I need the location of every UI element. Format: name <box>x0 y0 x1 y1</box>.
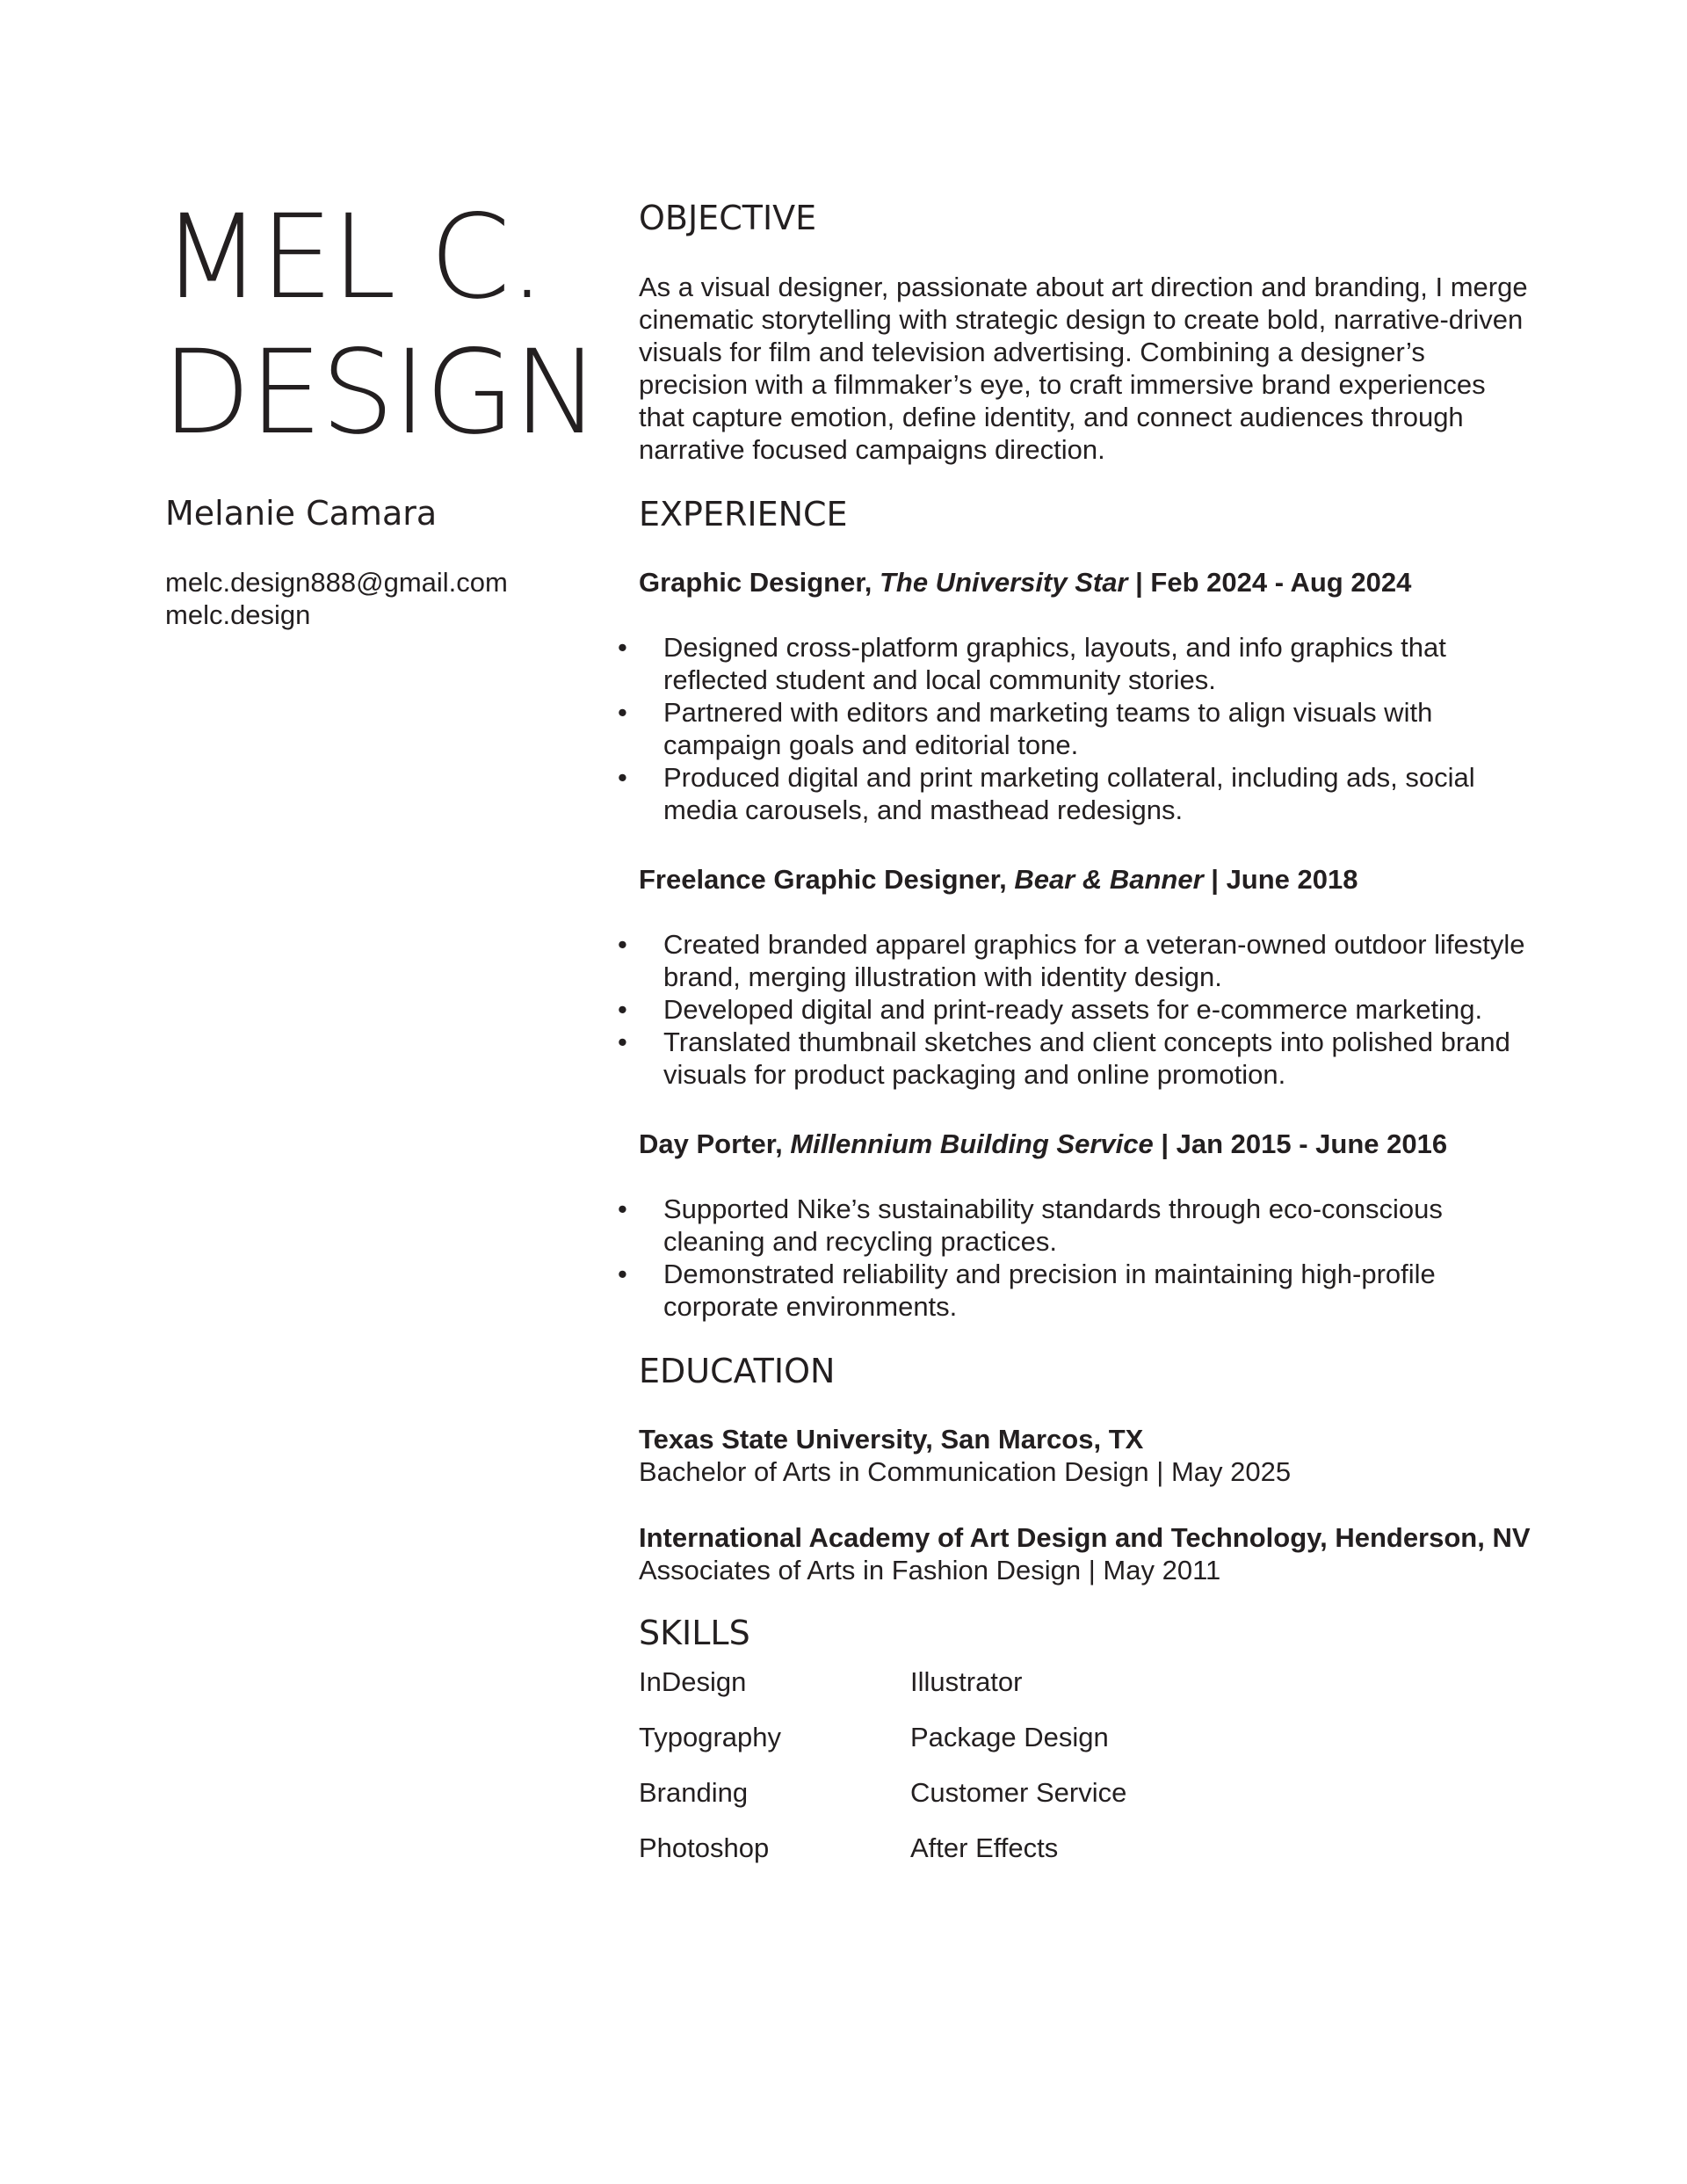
website-link[interactable]: melc.design <box>165 599 311 630</box>
education-heading: EDUCATION <box>639 1352 836 1390</box>
education-school: Texas State University, San Marcos, TX <box>639 1424 1144 1455</box>
job-bullet: • Designed cross-platform graphics, layouts, and info graphics that reflected student and local community stories. <box>618 632 1446 695</box>
contact-info <box>165 566 508 631</box>
bullet-icon: • <box>618 1027 627 1057</box>
skill-item: Illustrator <box>910 1666 1023 1697</box>
job-bullet-list <box>618 631 1535 826</box>
job-title <box>639 566 1535 599</box>
skill-item: Photoshop <box>639 1832 770 1863</box>
job-bullet: • Produced digital and print marketing collateral, including ads, social media carousels, and masthead redesigns. <box>618 762 1475 825</box>
job-bullet: • Supported Nike’s sustainability standards through eco-conscious cleaning and recycling practices. <box>618 1194 1443 1257</box>
job-entry <box>618 566 1535 826</box>
job-organization: The University Star <box>879 567 1128 598</box>
skill-item: InDesign <box>639 1666 747 1697</box>
job-title <box>639 863 1535 896</box>
objective-section <box>639 271 1535 466</box>
skill-item: Customer Service <box>910 1777 1127 1808</box>
bullet-icon: • <box>618 632 627 663</box>
skill-item: Typography <box>639 1722 781 1752</box>
job-dates: | Feb 2024 - Aug 2024 <box>1127 567 1412 598</box>
bullet-icon: • <box>618 929 627 960</box>
job-bullet-list <box>618 1193 1535 1323</box>
job-dates: | June 2018 <box>1203 864 1358 895</box>
job-role: Day Porter, <box>639 1128 783 1159</box>
job-organization: Bear & Banner <box>1014 864 1204 895</box>
education-degree: Associates of Arts in Fashion Design | May 2011 <box>639 1555 1221 1585</box>
education-entry <box>639 1521 1535 1586</box>
brand-line-2: DESIGN <box>162 325 598 461</box>
job-role: Freelance Graphic Designer, <box>639 864 1007 895</box>
job-role: Graphic Designer, <box>639 567 872 598</box>
bullet-icon: • <box>618 697 627 728</box>
skill-item: After Effects <box>910 1832 1059 1863</box>
job-bullet: • Partnered with editors and marketing teams to align visuals with campaign goals and editorial tone. <box>618 697 1433 760</box>
job-title <box>639 1128 1535 1160</box>
objective-heading: OBJECTIVE <box>639 199 817 237</box>
job-dates: | Jan 2015 - June 2016 <box>1153 1128 1448 1159</box>
job-bullet: • Developed digital and print-ready assets for e-commerce marketing. <box>618 994 1483 1025</box>
job-bullet: • Translated thumbnail sketches and client concepts into polished brand visuals for product packaging and online promotion. <box>618 1027 1510 1090</box>
bullet-icon: • <box>618 1259 627 1289</box>
job-organization: Millennium Building Service <box>790 1128 1154 1159</box>
experience-heading: EXPERIENCE <box>639 495 848 533</box>
education-entry <box>639 1423 1535 1488</box>
brand-line-1: MEL C. <box>162 190 544 325</box>
email-address[interactable]: melc.design888@gmail.com <box>165 567 508 598</box>
education-school: International Academy of Art Design and Technology, Henderson, NV <box>639 1522 1531 1553</box>
job-bullet: • Demonstrated reliability and precision in maintaining high-profile corporate environments. <box>618 1259 1436 1322</box>
brand-logotype <box>162 190 598 461</box>
job-bullet-list <box>618 928 1535 1091</box>
bullet-icon: • <box>618 762 627 793</box>
skills-grid <box>639 1665 1191 1864</box>
skill-item: Package Design <box>910 1722 1109 1752</box>
job-entry <box>618 1128 1535 1323</box>
objective-text: As a visual designer, passionate about art direction and branding, I merge cinematic storytelling with strategic design to create bold, narrative-driven visuals for film and television advertising. Combining a designer’s precision with a filmmaker’s eye, to craft immersive brand experiences that capture emotion, define identity, and connect audiences through narrative focused campaigns direction. <box>639 272 1528 465</box>
bullet-icon: • <box>618 994 627 1025</box>
job-bullet: • Created branded apparel graphics for a veteran-owned outdoor lifestyle brand, merging illustration with identity design. <box>618 929 1525 992</box>
education-degree: Bachelor of Arts in Communication Design | May 2025 <box>639 1456 1292 1487</box>
person-name: Melanie Camara <box>165 494 438 533</box>
job-entry <box>618 863 1535 1091</box>
bullet-icon: • <box>618 1194 627 1224</box>
skill-item: Branding <box>639 1777 749 1808</box>
skills-heading: SKILLS <box>639 1614 750 1652</box>
